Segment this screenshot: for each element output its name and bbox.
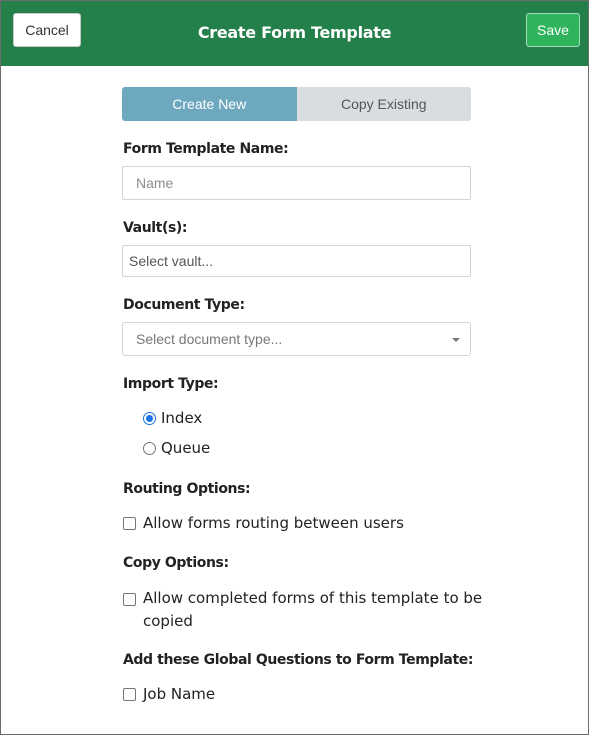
checkbox-job-name[interactable] [123,688,136,701]
cancel-button[interactable]: Cancel [13,13,81,47]
import-option-queue-label: Queue [161,439,211,457]
import-option-index[interactable] [143,409,202,427]
checkbox-routing[interactable] [123,517,136,530]
caret-down-icon [452,338,460,342]
document-type-placeholder: Select document type... [136,331,283,347]
import-option-index-label: Index [161,409,203,427]
dialog-title: Create Form Template [197,22,392,42]
global-questions-label: Add these Global Questions to Form Template: [123,652,474,668]
copy-options-label: Copy Options: [123,555,229,571]
import-type-label: Import Type: [123,376,219,392]
routing-options-label: Routing Options: [123,481,251,497]
save-button[interactable]: Save [526,13,580,47]
form-template-name-label: Form Template Name: [123,141,289,157]
routing-option-label: Allow forms routing between users [143,514,404,532]
copy-option[interactable] [123,587,483,633]
radio-queue[interactable] [143,442,156,455]
vault-select-input[interactable]: Select vault... [122,245,471,277]
copy-option-label: Allow completed forms of this template to be copied [143,589,483,630]
import-option-queue[interactable] [143,439,210,457]
global-option-job-name-label: Job Name [143,685,216,703]
dialog-header [1,1,588,66]
document-type-select[interactable] [122,322,471,356]
mode-tabs [122,87,471,121]
radio-index[interactable] [143,412,156,425]
global-option-job-name[interactable] [123,685,215,703]
document-type-label: Document Type: [123,297,245,313]
form-template-name-input[interactable] [122,166,471,200]
routing-option[interactable] [123,514,404,532]
tab-copy-existing[interactable]: Copy Existing [297,87,472,121]
vaults-label: Vault(s): [123,220,188,236]
checkbox-copy[interactable] [123,593,136,606]
tab-create-new[interactable]: Create New [122,87,297,121]
